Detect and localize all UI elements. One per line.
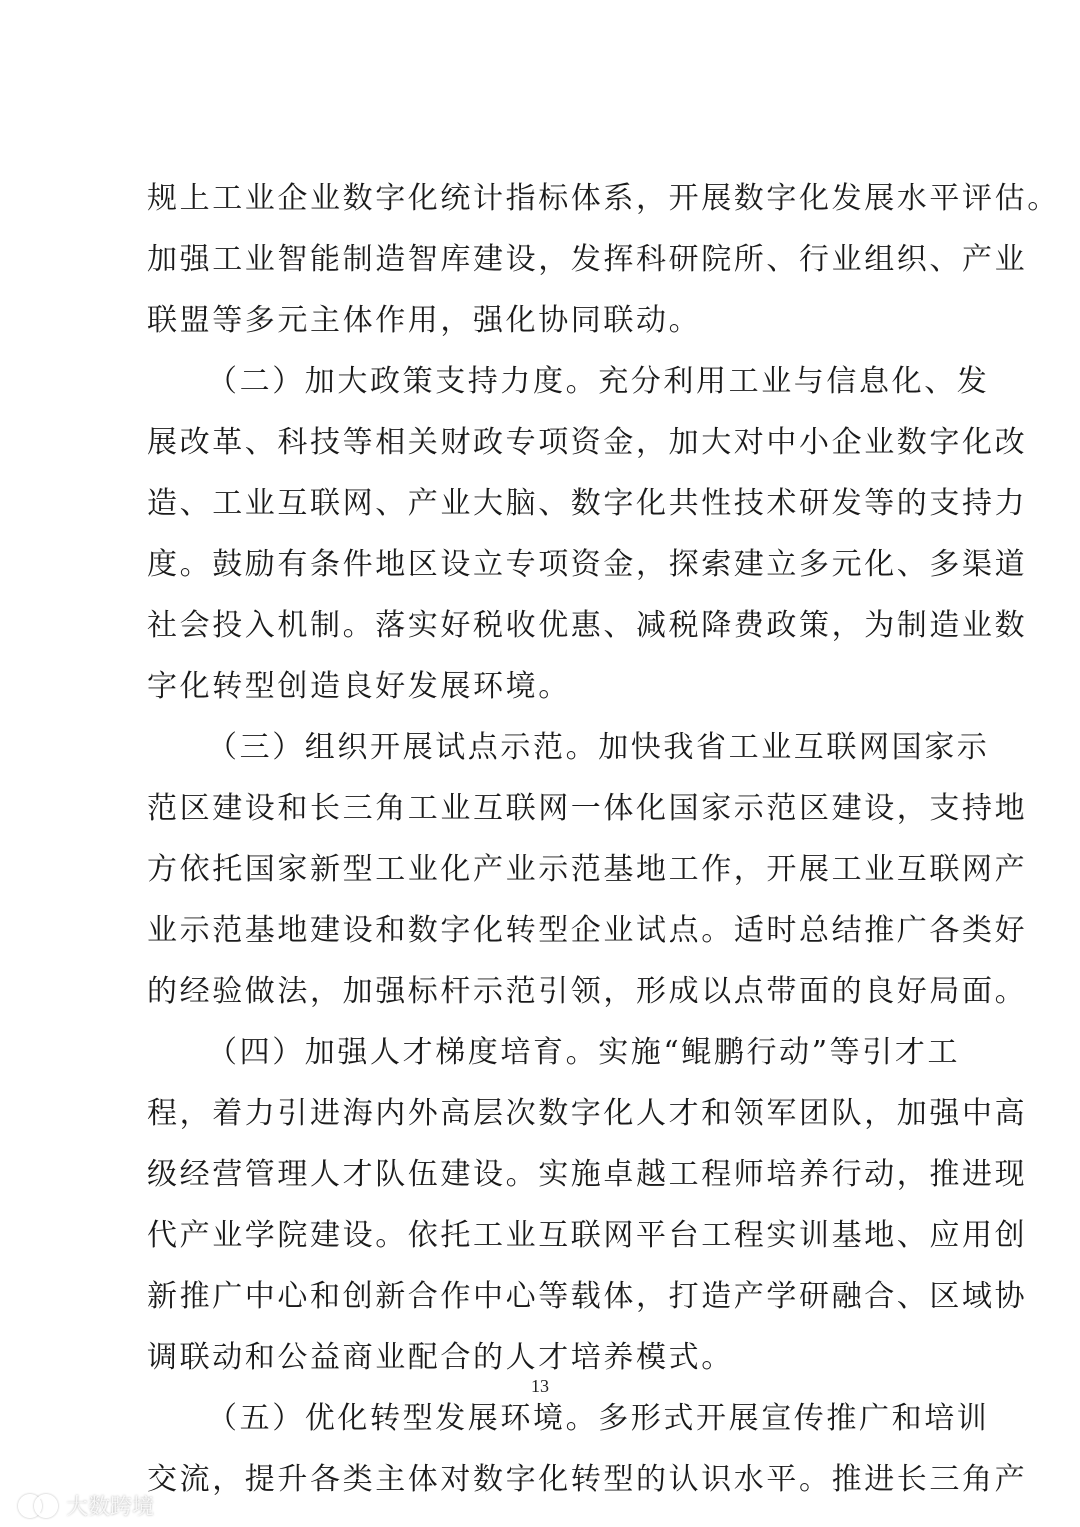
text-line: 展改革、科技等相关财政专项资金，加大对中小企业数字化改 (147, 425, 1028, 460)
text-line: 的经验做法，加强标杆示范引领，形成以点带面的良好局面。 (147, 974, 1028, 1009)
text-line: 方依托国家新型工业化产业示范基地工作，开展工业互联网产 (147, 852, 1028, 887)
double-circle-logo-icon (18, 1492, 60, 1518)
text-line: 造、工业互联网、产业大脑、数字化共性技术研发等的支持力 (147, 486, 1028, 521)
text-line: 级经营管理人才队伍建设。实施卓越工程师培养行动，推进现 (147, 1157, 1028, 1192)
text-line: 规上工业企业数字化统计指标体系，开展数字化发展水平评估。 (147, 181, 1060, 216)
text-line: 社会投入机制。落实好税收优惠、减税降费政策，为制造业数 (147, 608, 1028, 643)
text-line: 加强工业智能制造智库建设，发挥科研院所、行业组织、产业 (147, 242, 1028, 277)
text-line: （四）加强人才梯度培育。实施“鲲鹏行动”等引才工 (207, 1035, 961, 1070)
text-line: （二）加大政策支持力度。充分利用工业与信息化、发 (207, 364, 990, 399)
text-line: （三）组织开展试点示范。加快我省工业互联网国家示 (207, 730, 990, 765)
text-line: 范区建设和长三角工业互联网一体化国家示范区建设，支持地 (147, 791, 1028, 826)
text-line: 交流，提升各类主体对数字化转型的认识水平。推进长三角产 (147, 1462, 1028, 1497)
text-line: 联盟等多元主体作用，强化协同联动。 (147, 303, 702, 338)
document-body (147, 168, 1060, 1510)
text-line: 程，着力引进海内外高层次数字化人才和领军团队，加强中高 (147, 1096, 1028, 1131)
text-line: 新推广中心和创新合作中心等载体，打造产学研融合、区域协 (147, 1279, 1028, 1314)
text-line: 字化转型创造良好发展环境。 (147, 669, 571, 704)
text-line: 业示范基地建设和数字化转型企业试点。适时总结推广各类好 (147, 913, 1028, 948)
page-number: 13 (531, 1376, 549, 1396)
text-line: 代产业学院建设。依托工业互联网平台工程实训基地、应用创 (147, 1218, 1028, 1253)
watermark (18, 1488, 154, 1522)
watermark-text: 大数跨境 (66, 1494, 155, 1520)
text-line: （五）优化转型发展环境。多形式开展宣传推广和培训 (207, 1401, 990, 1436)
text-line: 度。鼓励有条件地区设立专项资金，探索建立多元化、多渠道 (147, 547, 1028, 582)
text-line: 调联动和公益商业配合的人才培养模式。 (147, 1340, 734, 1375)
